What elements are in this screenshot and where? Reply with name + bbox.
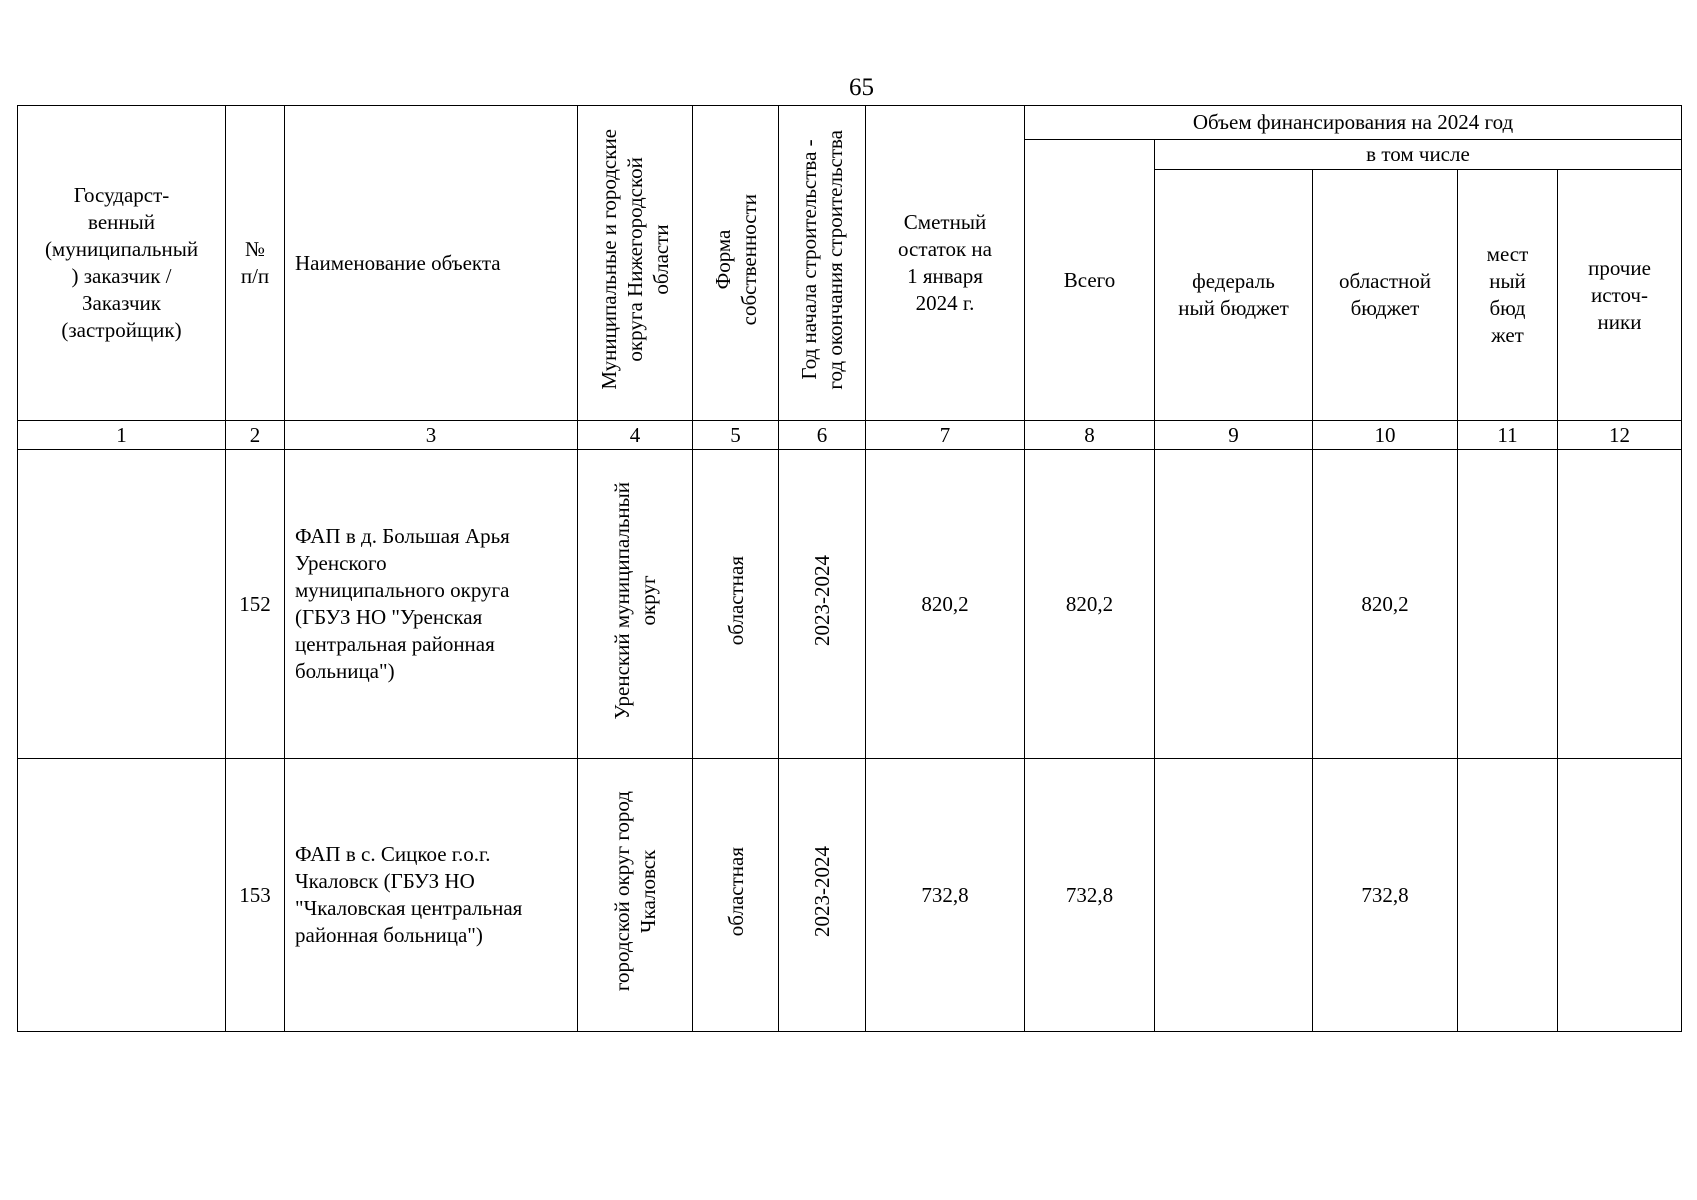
header-district-label: Муниципальные и городские округа Нижегородской области [597, 129, 673, 390]
cell-no: 152 [226, 450, 285, 759]
header-name-label: Наименование объекта [295, 250, 501, 275]
header-no [226, 106, 285, 421]
cell-ownership [693, 450, 779, 759]
header-other [1558, 170, 1682, 421]
header-local-label: мест ный бюд жет [1486, 242, 1529, 347]
cell-total: 732,8 [1025, 759, 1155, 1032]
header-federal-label: федераль ный бюджет [1178, 269, 1289, 320]
cell-balance: 820,2 [866, 450, 1025, 759]
header-name [285, 106, 578, 421]
column-number-row [18, 421, 1682, 450]
column-number: 5 [693, 421, 779, 450]
column-number: 1 [18, 421, 226, 450]
column-number: 12 [1558, 421, 1682, 450]
column-number: 10 [1313, 421, 1458, 450]
header-balance [866, 106, 1025, 421]
header-funding-group-label: Объем финансирования на 2024 год [1192, 110, 1514, 134]
header-row-1 [18, 106, 1682, 140]
cell-federal [1155, 759, 1313, 1032]
cell-local [1458, 450, 1558, 759]
cell-years [779, 450, 866, 759]
column-number: 2 [226, 421, 285, 450]
header-federal [1155, 170, 1313, 421]
cell-ownership [693, 759, 779, 1032]
cell-no: 153 [226, 759, 285, 1032]
header-total [1025, 140, 1155, 421]
header-ownership-label: Форма собственности [710, 193, 761, 326]
object-name: ФАП в д. Большая Арья Уренского муниципального округа (ГБУЗ НО "Уренская центральная районная больница") [295, 524, 510, 683]
header-years-label: Год начала строительства - год окончания строительства [797, 129, 847, 390]
cell-customer [18, 759, 226, 1032]
cell-balance: 732,8 [866, 759, 1025, 1032]
header-funding-group [1025, 106, 1682, 140]
column-number: 4 [578, 421, 693, 450]
header-no-label: № п/п [240, 237, 270, 288]
header-total-label: Всего [1063, 267, 1116, 292]
header-including-group [1155, 140, 1682, 170]
investment-program-table [17, 105, 1682, 1032]
cell-total: 820,2 [1025, 450, 1155, 759]
header-balance-label: Сметный остаток на 1 января 2024 г. [898, 210, 992, 315]
column-number: 6 [779, 421, 866, 450]
cell-federal [1155, 450, 1313, 759]
header-years [779, 106, 866, 421]
cell-regional: 820,2 [1313, 450, 1458, 759]
cell-district [578, 759, 693, 1032]
district-name: городской округ город Чкаловск [610, 791, 660, 992]
ownership-form: областная [723, 846, 748, 937]
cell-local [1458, 759, 1558, 1032]
cell-customer [18, 450, 226, 759]
cell-other [1558, 759, 1682, 1032]
header-customer [18, 106, 226, 421]
cell-name [285, 759, 578, 1032]
district-name: Уренский муниципальный округ [610, 481, 660, 720]
column-number: 9 [1155, 421, 1313, 450]
header-regional [1313, 170, 1458, 421]
header-district [578, 106, 693, 421]
column-number: 7 [866, 421, 1025, 450]
header-customer-label: Государст- венный (муниципальный ) заказчик / Заказчик (застройщик) [44, 183, 199, 342]
column-number: 3 [285, 421, 578, 450]
column-number: 8 [1025, 421, 1155, 450]
header-regional-label: областной бюджет [1339, 269, 1431, 320]
page-number: 65 [849, 74, 874, 101]
header-including-group-label: в том числе [1366, 142, 1470, 166]
table-row [18, 759, 1682, 1032]
object-name: ФАП в с. Сицкое г.о.г. Чкаловск (ГБУЗ НО "Чкаловская центральная районная больница") [295, 842, 523, 947]
cell-other [1558, 450, 1682, 759]
construction-years: 2023-2024 [810, 555, 834, 646]
column-number: 11 [1458, 421, 1558, 450]
table-row [18, 450, 1682, 759]
header-local [1458, 170, 1558, 421]
cell-years [779, 759, 866, 1032]
header-ownership [693, 106, 779, 421]
cell-regional: 732,8 [1313, 759, 1458, 1032]
cell-name [285, 450, 578, 759]
construction-years: 2023-2024 [810, 846, 834, 937]
ownership-form: областная [723, 555, 748, 646]
header-other-label: прочие источ- ники [1588, 255, 1651, 334]
cell-district [578, 450, 693, 759]
